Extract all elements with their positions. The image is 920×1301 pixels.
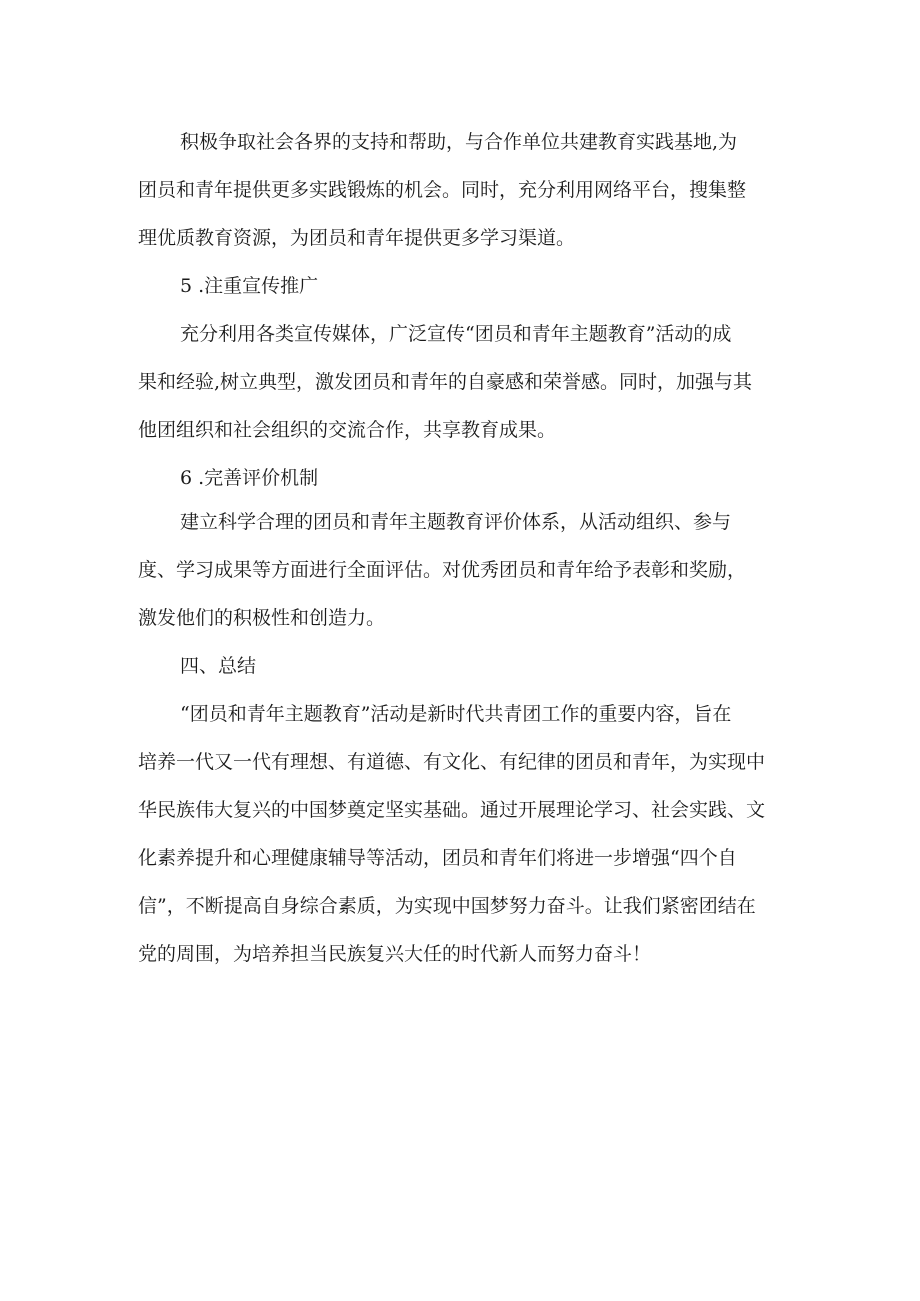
- paragraph-4-line-5: 信”，不断提高自身综合素质，为实现中国梦努力奋斗。让我们紧密团结在: [138, 895, 756, 917]
- paragraph-1-line-3: 理优质教育资源，为团员和青年提供更多学习渠道。: [138, 227, 576, 249]
- heading-5: 5 .注重宣传推广: [180, 275, 319, 297]
- paragraph-3-line-1: 建立科学合理的团员和青年主题教育评价体系，从活动组织、参与: [180, 511, 732, 533]
- heading-6: 6 .完善评价机制: [180, 467, 319, 489]
- paragraph-2-line-2: 果和经验,树立典型，激发团员和青年的自豪感和荣誉感。同时，加强与其: [138, 371, 753, 393]
- paragraph-4-line-2: 培养一代又一代有理想、有道德、有文化、有纪律的团员和青年，为实现中: [138, 751, 766, 773]
- paragraph-1-line-1: 积极争取社会各界的支持和帮助，与合作单位共建教育实践基地,为: [180, 131, 738, 153]
- paragraph-4-line-6: 党的周围，为培养担当民族复兴大任的时代新人而努力奋斗！: [138, 943, 652, 965]
- section-4-heading: 四、总结: [180, 655, 257, 677]
- paragraph-2-line-1: 充分利用各类宣传媒体，广泛宣传“团员和青年主题教育”活动的成: [180, 323, 732, 345]
- paragraph-4-line-1: “团员和青年主题教育”活动是新时代共青团工作的重要内容，旨在: [180, 703, 732, 725]
- paragraph-2-line-3: 他团组织和社会组织的交流合作，共享教育成果。: [138, 419, 557, 441]
- paragraph-1-line-2: 团员和青年提供更多实践锻炼的机会。同时，充分利用网络平台，搜集整: [138, 179, 747, 201]
- paragraph-4-line-3: 华民族伟大复兴的中国梦奠定坚实基础。通过开展理论学习、社会实践、文: [138, 799, 766, 821]
- paragraph-3-line-3: 激发他们的积极性和创造力。: [138, 607, 386, 629]
- paragraph-3-line-2: 度、学习成果等方面进行全面评估。对优秀团员和青年给予表彰和奖励，: [138, 559, 747, 581]
- paragraph-4-line-4: 化素养提升和心理健康辅导等活动，团员和青年们将进一步增强“四个自: [138, 847, 737, 869]
